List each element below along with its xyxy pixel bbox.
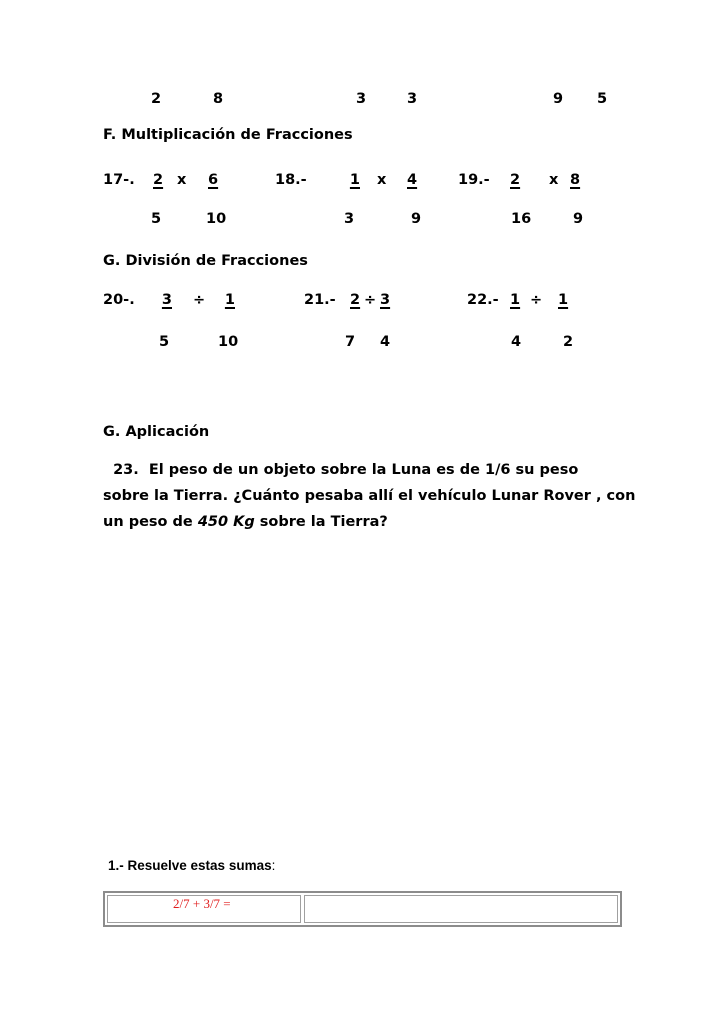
numerator: 8 bbox=[570, 172, 581, 188]
denominator: 4 bbox=[511, 334, 522, 350]
numerator: 1 bbox=[349, 172, 360, 188]
denominator: 8 bbox=[213, 91, 224, 107]
denominator: 9 bbox=[573, 211, 584, 227]
denominator: 16 bbox=[511, 211, 532, 227]
problem-label: 20-. bbox=[103, 292, 135, 308]
denominator: 3 bbox=[407, 91, 418, 107]
section-heading-application: G. Aplicación bbox=[103, 424, 210, 440]
weight-value: 450 Kg bbox=[197, 514, 255, 530]
denominator: 5 bbox=[597, 91, 608, 107]
denominator: 2 bbox=[563, 334, 574, 350]
problem-23-line: sobre la Tierra. ¿Cuánto pesaba allí el vehículo Lunar Rover , con bbox=[103, 488, 636, 504]
operator: ÷ bbox=[530, 292, 543, 308]
problem-label: 22.- bbox=[467, 292, 499, 308]
sum-expression: 2/7 + 3/7 = bbox=[173, 896, 231, 911]
numerator: 1 bbox=[510, 292, 521, 308]
denominator: 10 bbox=[206, 211, 227, 227]
denominator: 3 bbox=[356, 91, 367, 107]
expression-cell bbox=[107, 895, 301, 923]
numerator: 4 bbox=[407, 172, 418, 188]
denominator: 3 bbox=[344, 211, 355, 227]
numerator: 6 bbox=[208, 172, 219, 188]
problem-label: 17-. bbox=[103, 172, 135, 188]
numerator: 2 bbox=[510, 172, 521, 188]
denominator: 7 bbox=[345, 334, 356, 350]
denominator: 4 bbox=[380, 334, 391, 350]
numerator: 1 bbox=[224, 292, 235, 308]
problem-label: 18.- bbox=[275, 172, 307, 188]
operator: ÷ bbox=[364, 292, 377, 308]
denominator: 2 bbox=[151, 91, 162, 107]
operator: x bbox=[549, 172, 559, 188]
problem-23-text: un peso de bbox=[103, 514, 198, 530]
denominator: 9 bbox=[553, 91, 564, 107]
numerator: 1 bbox=[558, 292, 569, 308]
answer-table bbox=[103, 891, 622, 927]
section-heading-multiplication: F. Multiplicación de Fracciones bbox=[103, 127, 353, 143]
numerator: 2 bbox=[350, 292, 361, 308]
operator: x bbox=[177, 172, 187, 188]
denominator: 5 bbox=[159, 334, 170, 350]
problem-23-text: sobre la Tierra? bbox=[254, 514, 388, 530]
denominator: 10 bbox=[218, 334, 239, 350]
denominator: 5 bbox=[151, 211, 162, 227]
problem-23-line bbox=[103, 513, 388, 531]
numerator: 3 bbox=[161, 292, 172, 308]
section-heading-division: G. División de Fracciones bbox=[103, 253, 308, 269]
denominator: 9 bbox=[411, 211, 422, 227]
numerator: 2 bbox=[153, 172, 164, 188]
exercise-instruction bbox=[108, 858, 275, 874]
numerator: 3 bbox=[380, 292, 391, 308]
instruction-text: 1.- Resuelve estas sumas bbox=[108, 858, 272, 873]
operator: x bbox=[377, 172, 387, 188]
operator: ÷ bbox=[193, 292, 206, 308]
problem-23-line: 23. El peso de un objeto sobre la Luna es de 1/6 su peso bbox=[103, 462, 579, 478]
instruction-colon: : bbox=[271, 858, 276, 873]
problem-label: 19.- bbox=[458, 172, 490, 188]
answer-cell[interactable] bbox=[304, 895, 618, 923]
problem-label: 21.- bbox=[304, 292, 336, 308]
